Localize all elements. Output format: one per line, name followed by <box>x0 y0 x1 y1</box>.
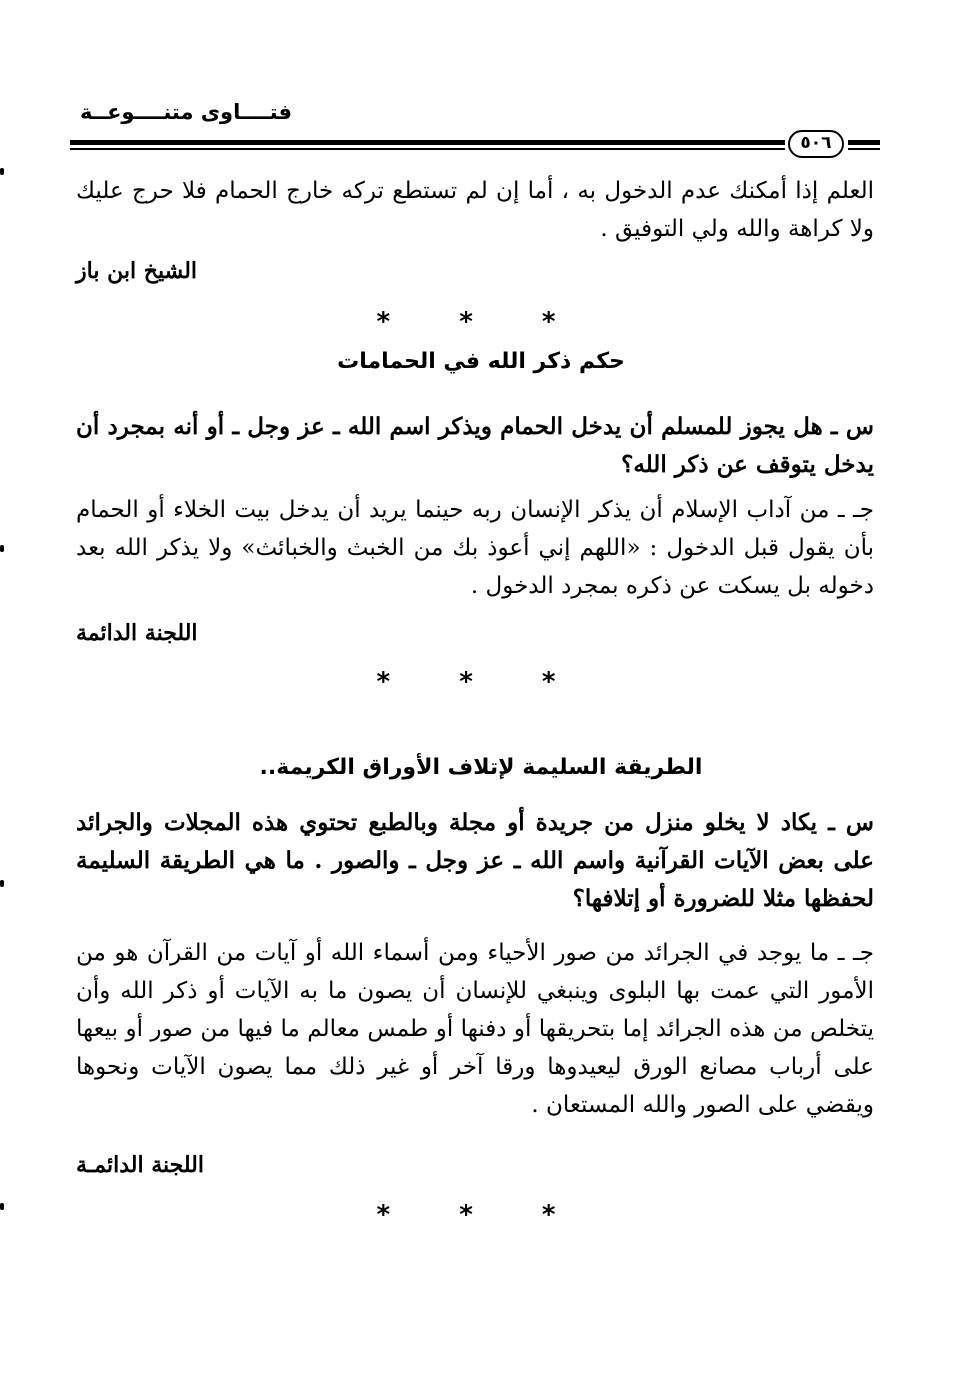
separator-stars: * * * <box>376 307 586 337</box>
question-block <box>76 408 874 484</box>
answer-text: جـ ـ من آداب الإسلام أن يذكر الإنسان ربه حينما يريد أن يدخل بيت الخلاء أو الحمام بأن يقول قبل الدخول : «اللهم إني أعوذ بك من الخبث والخبائث» ولا يذكر الله بعد دخوله بل يسكت عن ذكره بمجرد الدخول . <box>76 497 874 599</box>
question-text: س ـ يكاد لا يخلو منزل من جريدة أو مجلة وبالطبع تحتوي هذه المجلات والجرائد على بعض الآيات القرآنية واسم الله ـ عز وجل ـ والصور . ما هي الطريقة السليمة لحفظها مثلا للضرورة أو إتلافها؟ <box>76 809 874 912</box>
signature-ibn-baz: الشيخ ابن باز <box>76 258 198 284</box>
section-heading: حكم ذكر الله في الحمامات <box>337 349 625 374</box>
answer-block <box>76 491 874 605</box>
margin-mark <box>0 880 4 887</box>
question-block <box>76 804 874 918</box>
header-rule <box>70 140 785 145</box>
header-rule-thin <box>70 148 785 150</box>
margin-mark <box>0 545 4 552</box>
signature-committee: اللجنة الدائمـة <box>76 1152 204 1178</box>
header-rule-right <box>848 140 880 145</box>
continuation-text: العلم إذا أمكنك عدم الدخول به ، أما إن لم تستطع تركه خارج الحمام فلا حرج عليك ولا كراهة والله ولي التوفيق . <box>76 178 874 242</box>
page-number: ٥٠٦ <box>788 130 844 158</box>
page-header <box>70 100 880 160</box>
header-rule-right-thin <box>848 148 880 150</box>
continuation-paragraph <box>76 172 874 248</box>
separator-stars: * * * <box>376 667 586 697</box>
separator-stars: * * * <box>376 1200 586 1230</box>
margin-mark <box>0 168 4 175</box>
answer-text: جـ ـ ما يوجد في الجرائد من صور الأحياء ومن أسماء الله أو آيات من القرآن هو من الأمور التي عمت بها البلوى وينبغي للإنسان أن يصون ما به الآيات أو ذكر الله وأن يتخلص من هذه الجرائد إما بتحريقها أو دفنها أو طمس معالم ما فيها من صور أو بيعها على أرباب مصانع الورق ليعيدوها ورقا آخر أو غير ذلك مما يصون الآيات ونحوها ويقضي على الصور والله المستعان . <box>76 940 874 1118</box>
signature-committee: اللجنة الدائمة <box>76 620 198 646</box>
answer-block <box>76 934 874 1124</box>
question-text: س ـ هل يجوز للمسلم أن يدخل الحمام ويذكر اسم الله ـ عز وجل ـ أو أنه بمجرد أن يدخل يتوقف عن ذكر الله؟ <box>76 413 874 478</box>
running-title: فتــــاوى متنــــوعــة <box>80 100 292 124</box>
section-heading: الطريقة السليمة لإتلاف الأوراق الكريمة.. <box>259 755 703 780</box>
